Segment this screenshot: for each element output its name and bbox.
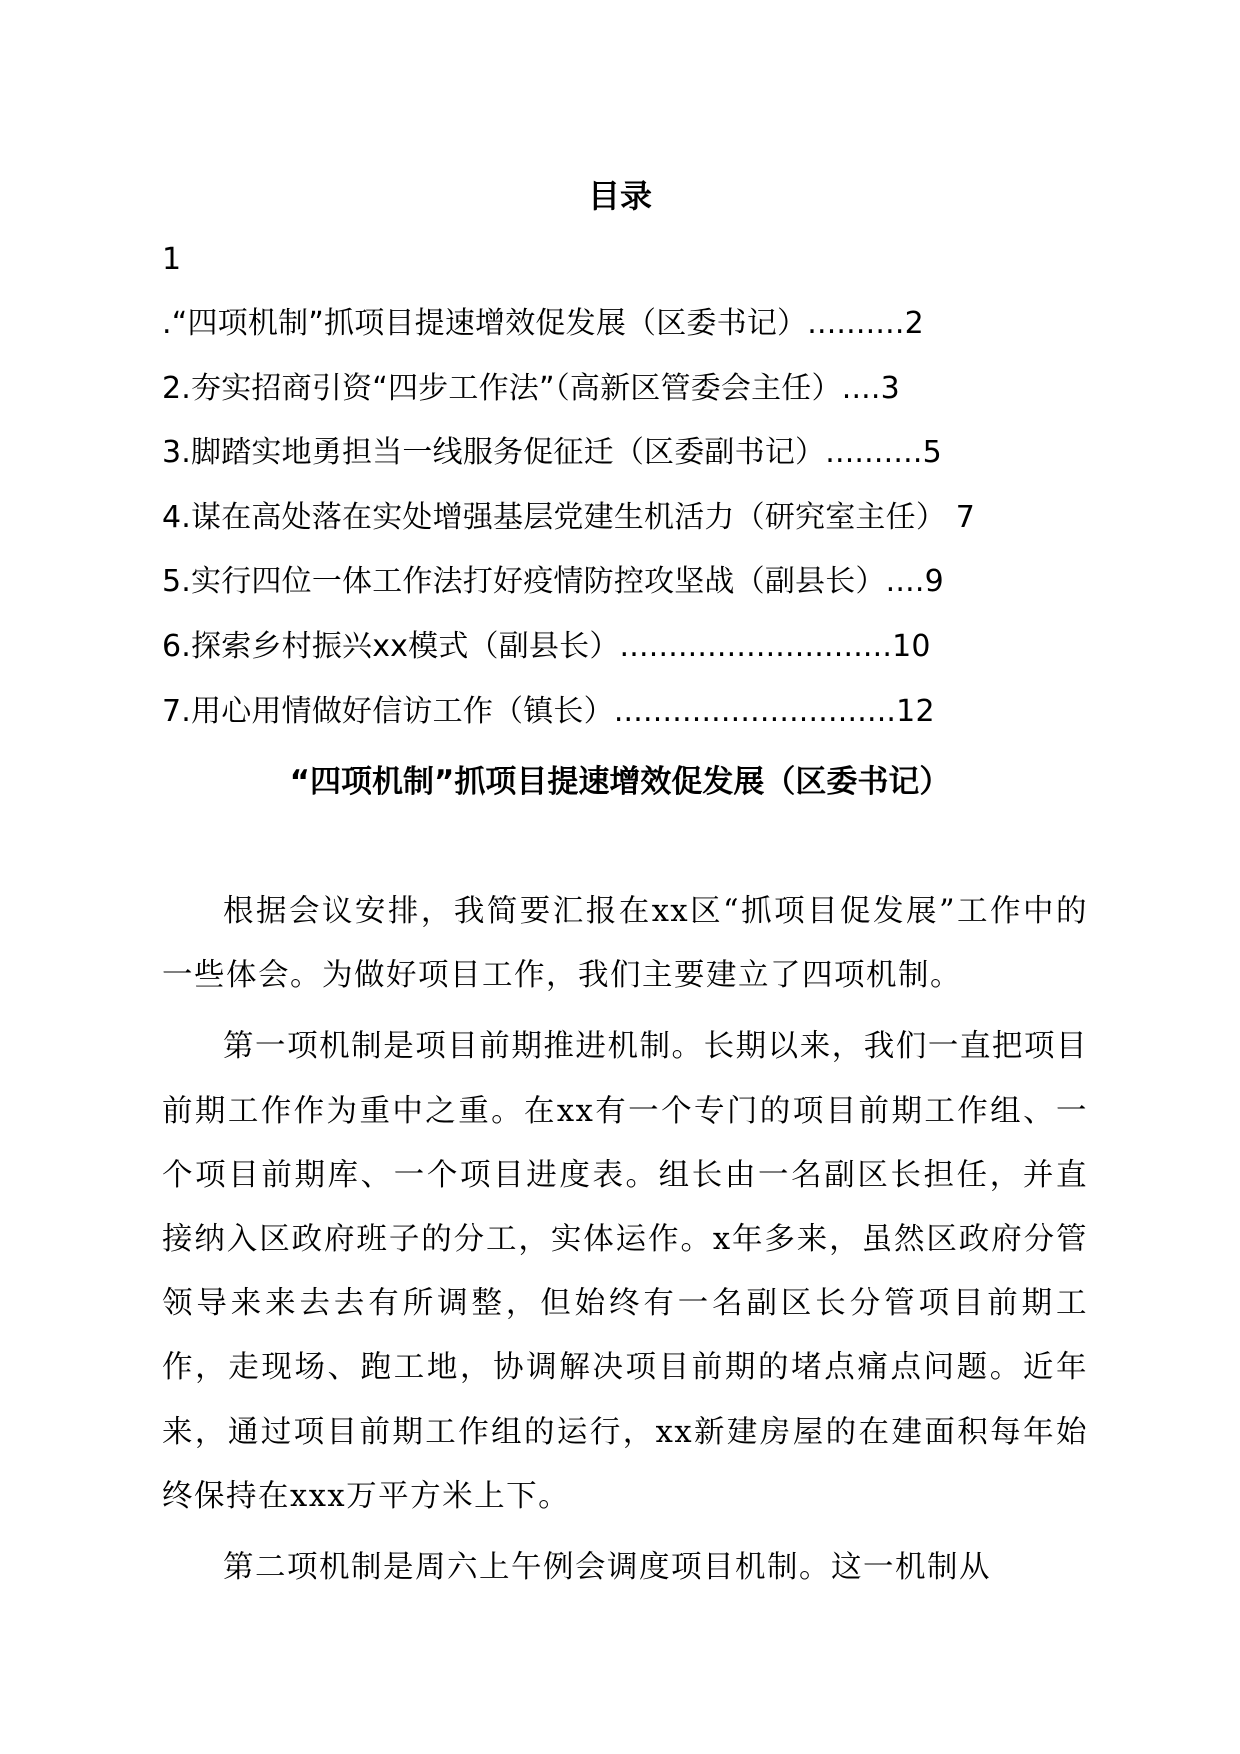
body-paragraph: 第二项机制是周六上午例会调度项目机制。这一机制从 [223, 1550, 991, 1586]
toc-number: 1 [162, 242, 182, 277]
body-paragraph: 第一项机制是项目前期推进机制。长期以来，我们一直把项目前期工作作为重中之重。在xx有一个专门的项目前期工作组、一个项目前期库、一个项目进度表。组长由一名副区长担任，并直接纳入区政府班子的分工，实体运作。x年多来，虽然区政府分管领导来来去去有所调整，但始终有一名副区长分管项目前期工作，走现场、跑工地，协调解决项目前期的堵点痛点问题。近年来，通过项目前期工作组的运行，xx新建房屋的在建面积每年始终保持在xxx万平方米上下。 [162, 1029, 1088, 1514]
body-text [162, 880, 1088, 1607]
section-heading: “四项机制”抓项目提速增效促发展（区委书记） [289, 764, 951, 800]
toc-entry[interactable]: 6.探索乡村振兴xx模式（副县长）............................10 [162, 628, 931, 664]
toc-entry[interactable]: 2.夯实招商引资“四步工作法”（高新区管委会主任）....3 [162, 370, 900, 406]
toc-entry[interactable]: 3.脚踏实地勇担当一线服务促征迁（区委副书记）..........5 [162, 435, 942, 471]
body-paragraph: 根据会议安排，我简要汇报在xx区“抓项目促发展”工作中的一些体会。为做好项目工作，我们主要建立了四项机制。 [162, 894, 1088, 994]
toc-entry[interactable]: .“四项机制”抓项目提速增效促发展（区委书记）..........2 [162, 306, 924, 341]
toc-entry[interactable]: 5.实行四位一体工作法打好疫情防控攻坚战（副县长）....9 [162, 564, 944, 600]
toc-entry[interactable]: 4.谋在高处落在实处增强基层党建生机活力（研究室主任） 7 [162, 499, 976, 535]
toc-title: 目录 [587, 177, 652, 215]
toc-list [162, 302, 1102, 754]
toc-entry[interactable]: 7.用心用情做好信访工作（镇长）.............................12 [162, 693, 935, 729]
